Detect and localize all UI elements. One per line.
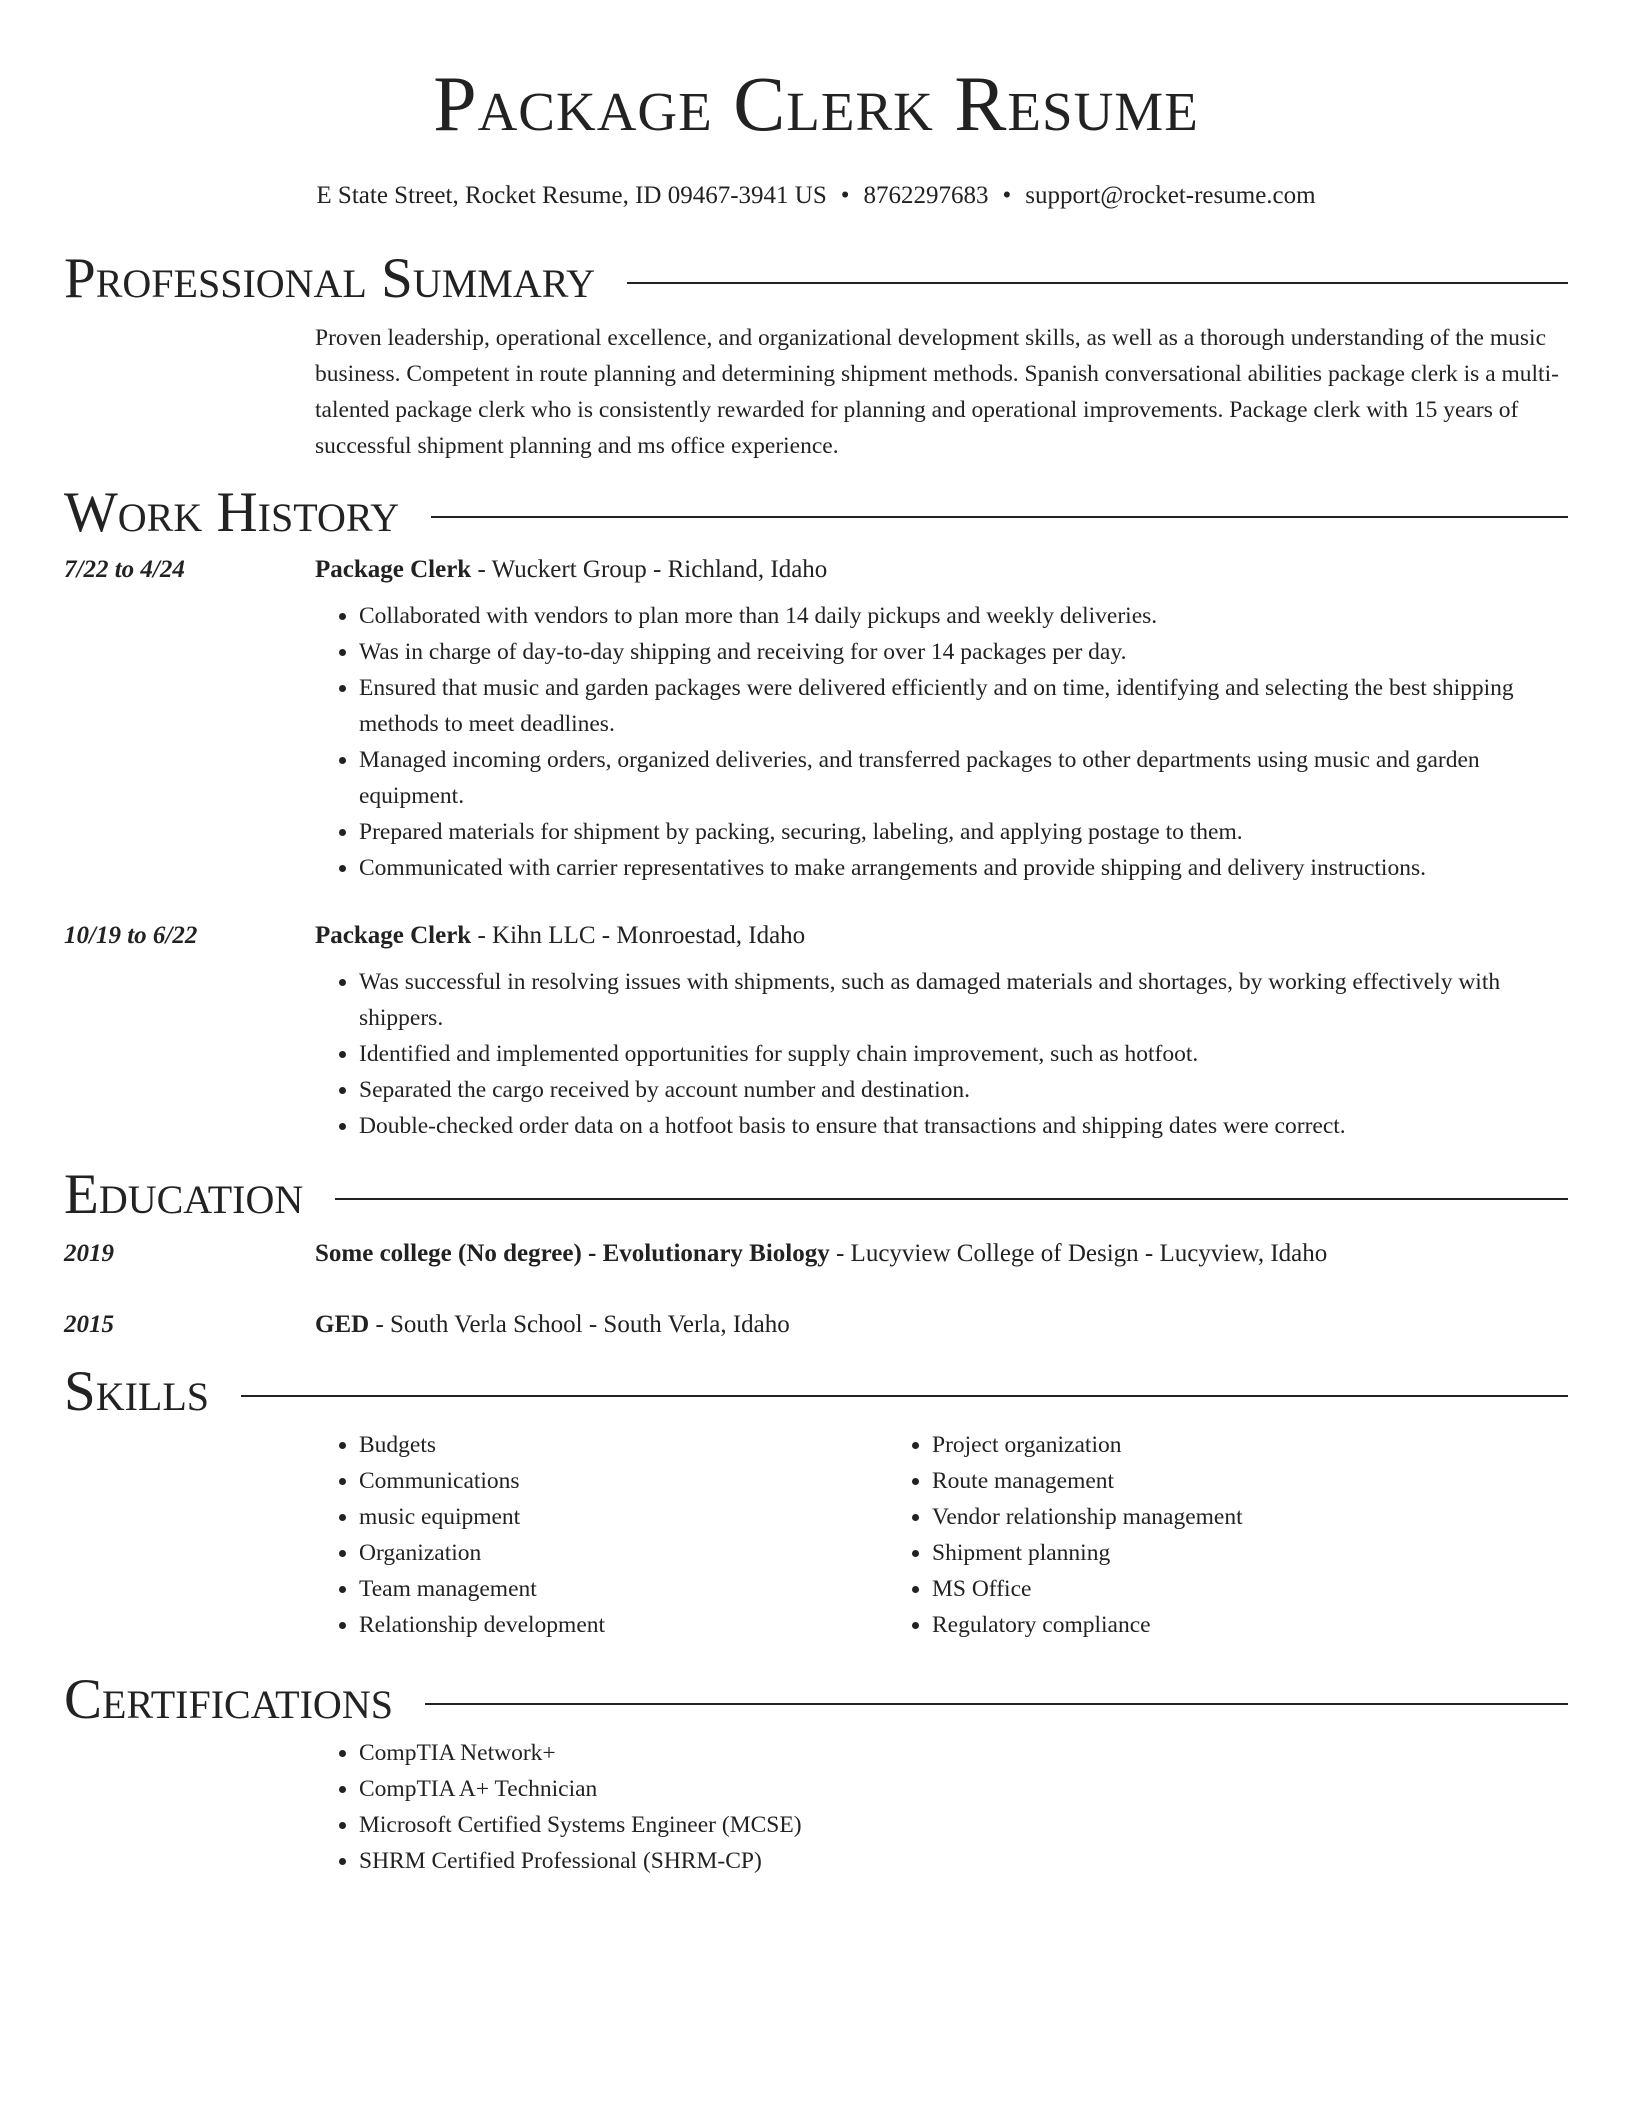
job-body — [315, 552, 1568, 886]
skill-item: • Shipment planning — [932, 1535, 1243, 1571]
job-bullet-list — [315, 964, 1568, 1144]
job-entry — [64, 918, 1568, 1144]
skill-item: • Vendor relationship management — [932, 1499, 1243, 1535]
education-degree: Some college (No degree) - Evolutionary Biology — [315, 1240, 830, 1267]
education-entry — [64, 1307, 1568, 1343]
job-bullet: • Managed incoming orders, organized deliveries, and transferred packages to other departments using music and garden equipment. — [359, 742, 1568, 814]
job-entry — [64, 552, 1568, 886]
section-header-certifications — [64, 1667, 1568, 1733]
education-school: - Lucyview College of Design - Lucyview, Idaho — [829, 1240, 1328, 1267]
skill-item: • Organization — [359, 1535, 888, 1571]
job-dates: 7/22 to 4/24 — [64, 556, 185, 583]
job-dates: 10/19 to 6/22 — [64, 922, 198, 949]
skill-item: • Relationship development — [359, 1607, 888, 1643]
job-company: - Wuckert Group - Richland, Idaho — [471, 556, 828, 583]
section-divider — [335, 1198, 1568, 1200]
job-bullet-list — [315, 598, 1568, 886]
skill-item: • music equipment — [359, 1499, 888, 1535]
education-year: 2019 — [64, 1240, 114, 1267]
contact-line — [64, 180, 1568, 212]
certification-item: • Microsoft Certified Systems Engineer (MCSE) — [359, 1807, 1568, 1843]
section-title-certifications: Certifications — [64, 1668, 393, 1731]
section-header-skills — [64, 1359, 1568, 1425]
job-body — [315, 918, 1568, 1144]
education-school: - South Verla School - South Verla, Idaho — [369, 1311, 790, 1338]
job-role-line — [315, 918, 1568, 954]
skill-item: • Regulatory compliance — [932, 1607, 1243, 1643]
job-title: Package Clerk — [315, 922, 472, 949]
resume-title: Package Clerk Resume — [433, 60, 1199, 147]
skill-item: • MS Office — [932, 1571, 1243, 1607]
skill-item: • Route management — [932, 1463, 1243, 1499]
section-header-work-history — [64, 480, 1568, 546]
job-company: - Kihn LLC - Monroestad, Idaho — [471, 922, 806, 949]
contact-email[interactable]: support@rocket-resume.com — [1025, 182, 1316, 209]
section-divider — [241, 1395, 1568, 1397]
job-bullet: • Was in charge of day-to-day shipping and receiving for over 14 packages per day. — [359, 634, 1568, 670]
contact-separator: • — [840, 182, 850, 209]
section-divider — [627, 282, 1568, 284]
contact-address: E State Street, Rocket Resume, ID 09467-3941 US — [316, 182, 827, 209]
section-divider — [431, 516, 1568, 518]
skills-column-right — [888, 1427, 1243, 1643]
contact-separator: • — [1002, 182, 1012, 209]
contact-phone: 8762297683 — [863, 182, 989, 209]
skill-item: • Budgets — [359, 1427, 888, 1463]
section-title-skills: Skills — [64, 1360, 210, 1423]
education-year: 2015 — [64, 1311, 114, 1338]
job-bullet: • Communicated with carrier representatives to make arrangements and provide shipping and delivery instructions. — [359, 850, 1568, 886]
skill-item: • Project organization — [932, 1427, 1243, 1463]
section-title-summary: Professional Summary — [64, 247, 596, 310]
section-title-education: Education — [64, 1163, 304, 1226]
education-line — [315, 1236, 1568, 1272]
job-bullet: • Collaborated with vendors to plan more than 14 daily pickups and weekly deliveries. — [359, 598, 1568, 634]
education-body — [315, 1236, 1568, 1272]
job-role-line — [315, 552, 1568, 588]
section-header-education — [64, 1162, 1568, 1228]
certification-item: • SHRM Certified Professional (SHRM-CP) — [359, 1843, 1568, 1879]
education-entry — [64, 1236, 1568, 1272]
summary-text: Proven leadership, operational excellence, and organizational development skills, as well as a thorough understanding of the music business. Competent in route planning and determining shipment methods. Spanish conversational abilities package clerk is a multi-talented package clerk who is consistently rewarded for planning and operational improvements. Package clerk with 15 years of successful shipment planning and ms office experience. — [315, 325, 1559, 459]
certification-item: • CompTIA Network+ — [359, 1735, 1568, 1771]
certifications-bullet-list — [315, 1735, 1568, 1879]
certification-item: • CompTIA A+ Technician — [359, 1771, 1568, 1807]
section-divider — [425, 1703, 1568, 1705]
certifications-list — [315, 1735, 1568, 1879]
job-title: Package Clerk — [315, 556, 472, 583]
job-bullet: • Ensured that music and garden packages were delivered efficiently and on time, identifying and selecting the best shipping methods to meet deadlines. — [359, 670, 1568, 742]
job-bullet: • Prepared materials for shipment by packing, securing, labeling, and applying postage to them. — [359, 814, 1568, 850]
education-body — [315, 1307, 1568, 1343]
job-bullet: • Double-checked order data on a hotfoot basis to ensure that transactions and shipping dates were correct. — [359, 1108, 1568, 1144]
education-degree: GED — [315, 1311, 370, 1338]
section-title-work-history: Work History — [64, 481, 400, 544]
skill-item: • Communications — [359, 1463, 888, 1499]
section-header-summary — [64, 246, 1568, 312]
skills-column-left — [315, 1427, 888, 1643]
job-bullet: • Identified and implemented opportunities for supply chain improvement, such as hotfoot. — [359, 1036, 1568, 1072]
skill-item: • Team management — [359, 1571, 888, 1607]
skills-list — [315, 1427, 1568, 1643]
job-bullet: • Separated the cargo received by account number and destination. — [359, 1072, 1568, 1108]
education-line — [315, 1307, 1568, 1343]
job-bullet: • Was successful in resolving issues with shipments, such as damaged materials and shortages, by working effectively with shippers. — [359, 964, 1568, 1036]
